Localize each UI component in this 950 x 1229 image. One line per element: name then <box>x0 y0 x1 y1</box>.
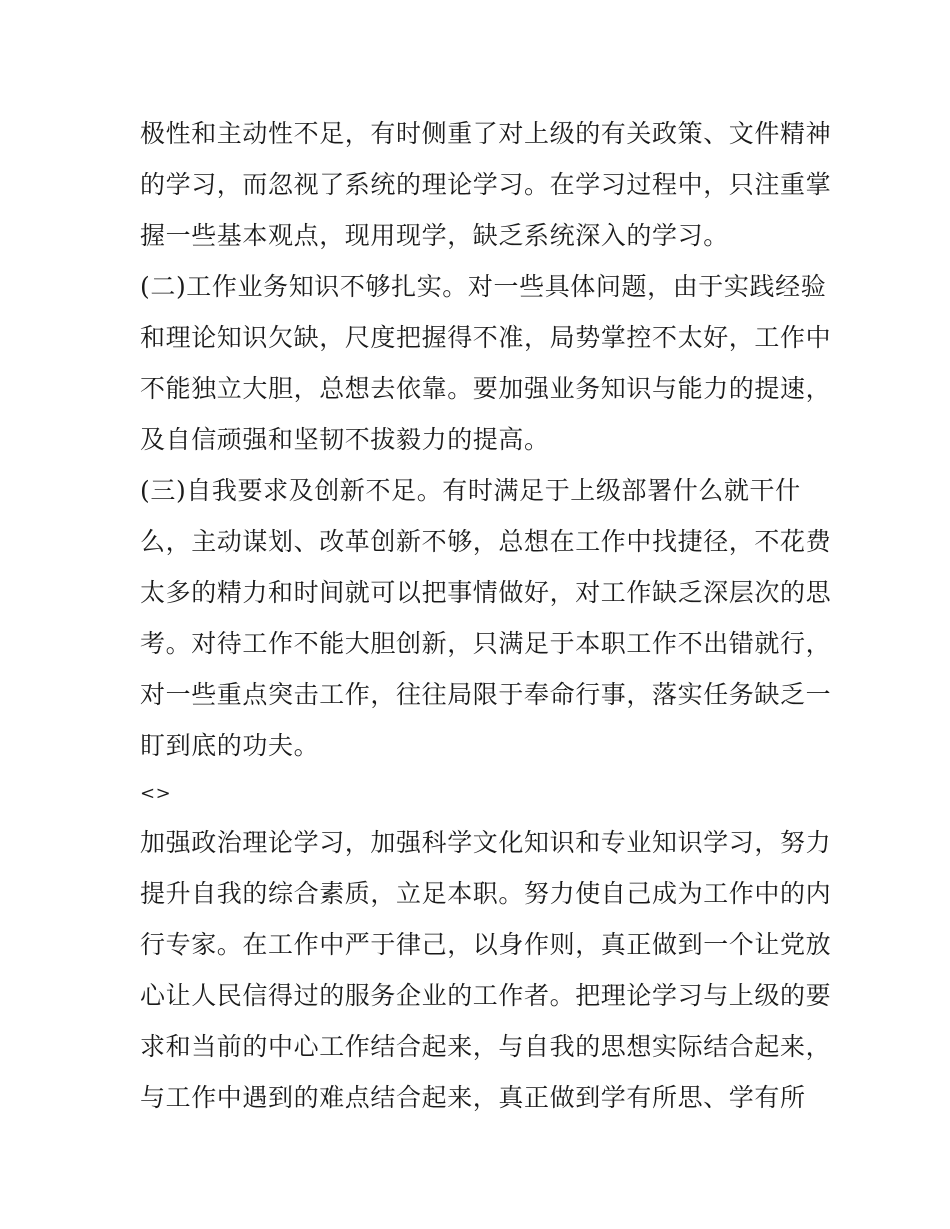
text-line: 行专家。在工作中严于律己，以身作则，真正做到一个让党放 <box>140 930 832 959</box>
text-line: 求和当前的中心工作结合起来，与自我的思想实际结合起来， <box>140 1032 832 1061</box>
text-line: 考。对待工作不能大胆创新，只满足于本职工作不出错就行， <box>140 629 832 658</box>
text-line: 握一些基本观点，现用现学，缺乏系统深入的学习。 <box>140 221 729 250</box>
text-line: 太多的精力和时间就可以把事情做好，对工作缺乏深层次的思 <box>140 578 832 607</box>
text-line: 心让人民信得过的服务企业的工作者。把理论学习与上级的要 <box>140 981 832 1010</box>
text-line: 不能独立大胆，总想去依靠。要加强业务知识与能力的提速， <box>140 374 832 403</box>
text-line: 提升自我的综合素质，立足本职。努力使自己成为工作中的内 <box>140 879 832 908</box>
text-line: 和理论知识欠缺，尺度把握得不准，局势掌控不太好，工作中 <box>140 323 832 352</box>
text-line: (三)自我要求及创新不足。有时满足于上级部署什么就干什 <box>140 476 801 505</box>
text-line: 及自信顽强和坚韧不拔毅力的提高。 <box>140 425 550 454</box>
text-line: 与工作中遇到的难点结合起来，真正做到学有所思、学有所 <box>140 1083 806 1112</box>
text-line: 盯到底的功夫。 <box>140 731 320 760</box>
text-line: 对一些重点突击工作，往往局限于奉命行事，落实任务缺乏一 <box>140 680 832 709</box>
text-line: 加强政治理论学习，加强科学文化知识和专业知识学习，努力 <box>140 828 832 857</box>
section-marker: <> <box>140 783 172 804</box>
text-line: 的学习，而忽视了系统的理论学习。在学习过程中，只注重掌 <box>140 170 832 199</box>
text-line: 极性和主动性不足，有时侧重了对上级的有关政策、文件精神 <box>140 119 832 148</box>
document-body <box>140 108 830 1123</box>
text-line: 么，主动谋划、改革创新不够，总想在工作中找捷径，不花费 <box>140 527 832 556</box>
text-line: (二)工作业务知识不够扎实。对一些具体问题，由于实践经验 <box>140 272 827 301</box>
